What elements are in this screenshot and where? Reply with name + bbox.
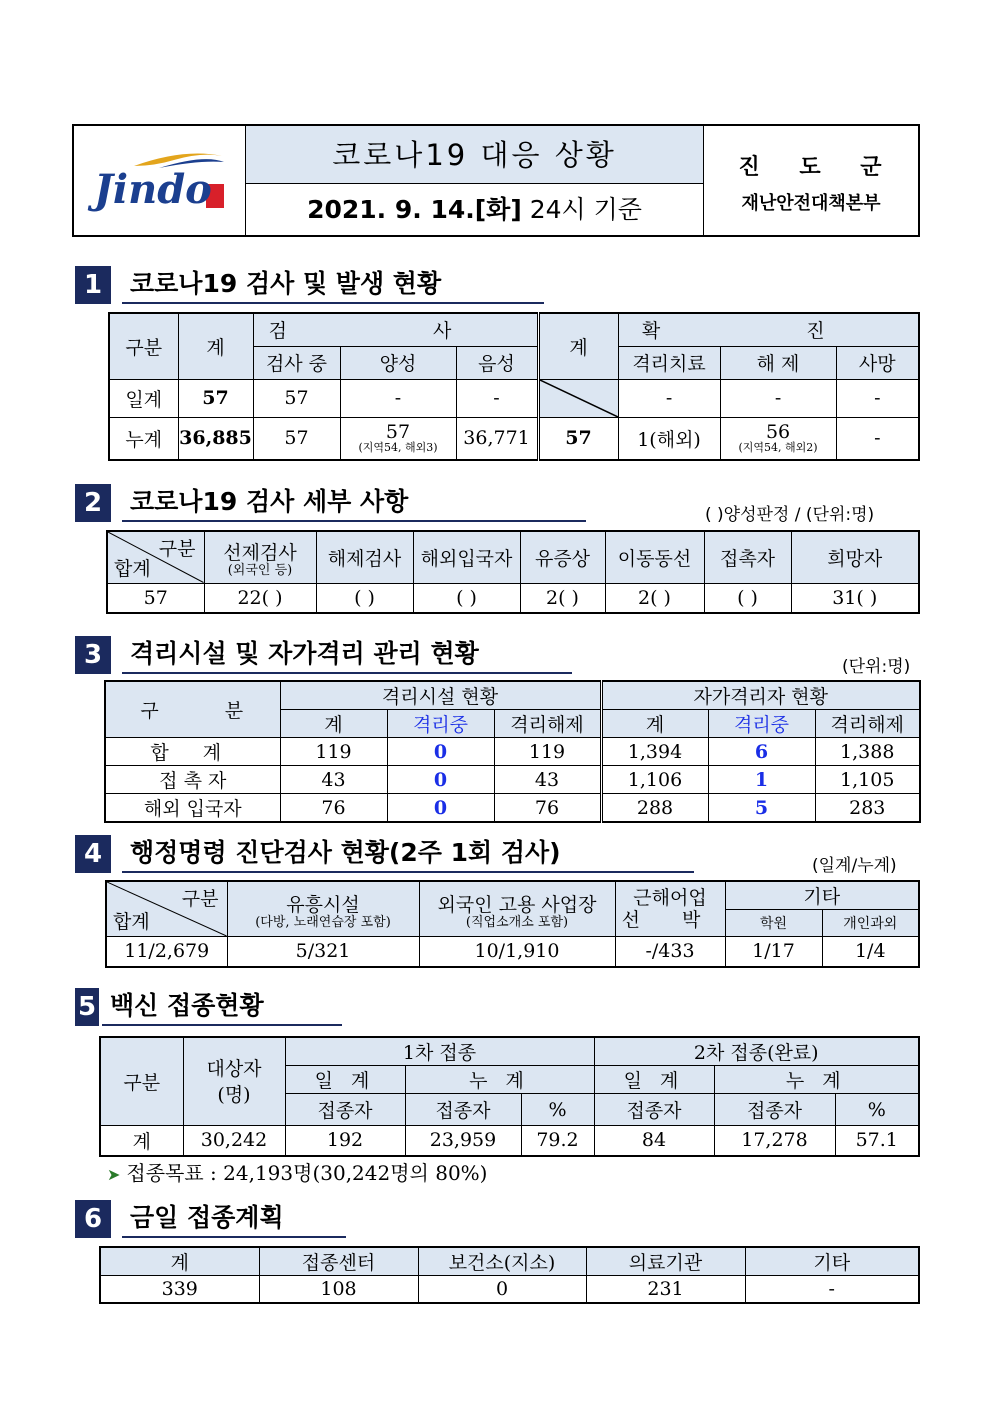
s3-cell: 1,388 [815, 738, 920, 766]
s6-cell: - [745, 1276, 919, 1303]
s5-h-daily: 일 계 [594, 1066, 714, 1094]
s3-cell: 119 [494, 738, 601, 766]
s1-cell-total: 57 [178, 379, 253, 417]
section-3-number: 3 [75, 636, 111, 674]
s3-cell: 6 [708, 738, 815, 766]
s5-h-cum: 누 계 [405, 1066, 594, 1094]
s5-h-vac: 접종자 [405, 1094, 521, 1126]
s3-cell: 288 [601, 794, 708, 823]
report-title: 코로나19 대응 상황 [246, 126, 704, 184]
s1-cell-testing: 57 [253, 417, 340, 460]
s3-row-label: 접 촉 자 [105, 766, 280, 794]
s1-positive-value: 57 [385, 421, 411, 444]
s5-h-first: 1차 접종 [285, 1037, 594, 1066]
s2-h-col [204, 531, 316, 583]
s1-cell-released: - [720, 379, 836, 417]
section-2-number: 2 [75, 484, 111, 522]
s2-table [106, 530, 920, 614]
s2-h-total: 합계 [114, 557, 151, 580]
s1-cell-death: - [836, 417, 919, 460]
s6-h-col: 접종센터 [259, 1247, 418, 1276]
s5-h-pct: % [521, 1094, 594, 1126]
s6-cell: 339 [100, 1276, 259, 1303]
s3-h-sub: 격리해제 [815, 710, 920, 738]
s3-cell: 119 [280, 738, 387, 766]
s4-cell: 5/321 [227, 937, 419, 967]
s6-cell: 0 [418, 1276, 586, 1303]
s5-h-target-unit: (명) [217, 1083, 251, 1106]
s1-cell-isolation: 1(해외) [618, 417, 720, 460]
s2-h-col: 접촉자 [704, 531, 791, 583]
section-5-title: 백신 접종현황 [102, 988, 342, 1026]
s5-cell: 192 [285, 1126, 405, 1156]
s3-cell: 283 [815, 794, 920, 823]
s1-cell-total2: 57 [538, 417, 618, 460]
s5-cell: 23,959 [405, 1126, 521, 1156]
s5-cell: 57.1 [835, 1126, 919, 1156]
s3-cell: 1 [708, 766, 815, 794]
s5-h-vac: 접종자 [285, 1094, 405, 1126]
s4-h-etc: 기타 [725, 881, 919, 910]
jindo-logo [74, 126, 246, 235]
s4-h-total: 합계 [113, 911, 150, 933]
s2-h-col: 해제검사 [316, 531, 413, 583]
s4-h-diag [106, 881, 227, 937]
s4-h-foreign-workplace [419, 881, 615, 937]
s5-h-vac: 접종자 [714, 1094, 835, 1126]
s3-unit-note: (단위:명) [842, 657, 911, 677]
s4-unit-note: (일계/누계) [812, 856, 897, 876]
s1-h-total2: 계 [538, 313, 618, 379]
s3-cell: 76 [280, 794, 387, 823]
s1-h-confirm: 확 진 [618, 313, 919, 346]
s1-h-total: 계 [178, 313, 253, 379]
org-cell [704, 126, 918, 235]
section-2-title: 코로나19 검사 세부 사항 [122, 484, 586, 522]
section-6-title: 금일 접종계획 [122, 1200, 346, 1238]
table-row [109, 417, 919, 460]
s3-cell: 5 [708, 794, 815, 823]
s3-cell: 1,394 [601, 738, 708, 766]
s3-h-sub: 계 [601, 710, 708, 738]
s3-table [104, 680, 921, 823]
s3-row-label: 해외 입국자 [105, 794, 280, 823]
s5-cell: 계 [100, 1126, 183, 1156]
s1-h-gubun: 구분 [109, 313, 178, 379]
s3-h-sub: 격리중 [708, 710, 815, 738]
s4-h-c2: 외국인 고용 사업장 [437, 893, 597, 916]
s5-h-vac: 접종자 [594, 1094, 714, 1126]
table-row [105, 738, 920, 766]
s4-h-tutoring: 개인과외 [822, 910, 919, 937]
s1-cell-death: - [836, 379, 919, 417]
section-6-number: 6 [75, 1200, 111, 1238]
table-row [109, 379, 919, 417]
s2-h-col: 이동동선 [605, 531, 704, 583]
s5-h-gubun: 구분 [100, 1037, 183, 1126]
table-row [105, 794, 920, 823]
s6-h-col: 의료기관 [586, 1247, 745, 1276]
section-4-title: 행정명령 진단검사 현황(2주 1회 검사) [122, 835, 694, 873]
s4-h-academy: 학원 [725, 910, 822, 937]
s3-cell: 0 [387, 738, 494, 766]
arrow-bullet-icon: ➤ [107, 1165, 121, 1184]
s4-table [105, 880, 920, 968]
s2-h-gubun: 구분 [158, 538, 196, 560]
s4-h-c3a: 근해어업 [633, 887, 707, 909]
s2-h-col-0: 선제검사 [223, 541, 297, 564]
section-3-title: 격리시설 및 자가격리 관리 현황 [122, 636, 572, 674]
s2-h-col-0-note: (외국인 등) [227, 562, 293, 578]
s2-h-col: 해외입국자 [413, 531, 520, 583]
s3-cell: 1,105 [815, 766, 920, 794]
org-sub: 재난안전대책본부 [741, 193, 881, 214]
s1-cell-total: 36,885 [178, 417, 253, 460]
s6-cell: 231 [586, 1276, 745, 1303]
s2-cell: 57 [107, 583, 204, 613]
s1-released-value: 56 [765, 421, 791, 444]
s6-cell: 108 [259, 1276, 418, 1303]
s5-cell: 17,278 [714, 1126, 835, 1156]
table-row [105, 766, 920, 794]
s2-cell: ( ) [704, 583, 791, 613]
s2-unit-note: ( )양성판정 / (단위:명) [705, 505, 875, 525]
s5-h-target [183, 1037, 285, 1126]
s5-h-daily: 일 계 [285, 1066, 405, 1094]
s2-cell: ( ) [316, 583, 413, 613]
s5-h-target-label: 대상자 [206, 1057, 262, 1080]
s2-cell: 2( ) [520, 583, 605, 613]
s1-cell-released [720, 417, 836, 460]
report-header [72, 124, 920, 237]
s6-h-col: 보건소(지소) [418, 1247, 586, 1276]
s4-h-c2-note: (직업소개소 포함) [465, 914, 569, 930]
s3-h-self: 자가격리자 현황 [601, 681, 920, 710]
s4-cell: 1/4 [822, 937, 919, 967]
s5-goal-text: 접종목표 : 24,193명(30,242명의 80%) [126, 1161, 488, 1185]
s4-cell: 1/17 [725, 937, 822, 967]
s5-goal [107, 1157, 487, 1186]
table-row [107, 583, 919, 613]
section-4-number: 4 [75, 835, 111, 873]
s2-h-col: 유증상 [520, 531, 605, 583]
section-5-number: 5 [75, 988, 99, 1026]
section-1-number: 1 [75, 266, 111, 304]
table-row [100, 1276, 919, 1303]
s4-h-c1: 유흥시설 [286, 893, 360, 916]
s3-h-gubun: 구 분 [105, 681, 280, 738]
s1-table [108, 312, 920, 461]
s3-cell: 43 [494, 766, 601, 794]
s4-h-c1-note: (다방, 노래연습장 포함) [255, 914, 391, 930]
s1-cell-isolation: - [618, 379, 720, 417]
s3-h-sub: 격리해제 [494, 710, 601, 738]
logo-text: Jindo [94, 166, 212, 213]
report-date-main: 2021. 9. 14.[화] [307, 195, 522, 224]
s1-cell-empty-diag [538, 379, 618, 417]
s4-h-c3b: 선 박 [621, 909, 719, 931]
s1-cell-negative: 36,771 [456, 417, 538, 460]
s6-table [99, 1246, 920, 1304]
s2-cell: ( ) [413, 583, 520, 613]
s3-h-sub: 격리중 [387, 710, 494, 738]
s1-h-released: 해 제 [720, 346, 836, 379]
s2-h-diag [107, 531, 204, 583]
s3-cell: 0 [387, 766, 494, 794]
s1-h-test: 검 사 [253, 313, 538, 346]
s4-h-fishing [615, 881, 725, 937]
s3-cell: 76 [494, 794, 601, 823]
table-row [100, 1126, 919, 1156]
s5-h-second: 2차 접종(완료) [594, 1037, 919, 1066]
s2-cell: 2( ) [605, 583, 704, 613]
s4-h-gubun: 구분 [181, 888, 219, 910]
s1-h-testing: 검사 중 [253, 346, 340, 379]
s1-h-isolation: 격리치료 [618, 346, 720, 379]
report-date-time: 24시 기준 [521, 195, 642, 224]
s1-cell-positive [340, 417, 456, 460]
s3-cell: 43 [280, 766, 387, 794]
table-row [106, 937, 919, 967]
s2-cell: 22( ) [204, 583, 316, 613]
s4-cell: 10/1,910 [419, 937, 615, 967]
s4-cell: 11/2,679 [106, 937, 227, 967]
s6-h-col: 기타 [745, 1247, 919, 1276]
s3-cell: 1,106 [601, 766, 708, 794]
s1-h-death: 사망 [836, 346, 919, 379]
s1-h-negative: 음성 [456, 346, 538, 379]
s5-table [99, 1036, 920, 1157]
s5-h-cum: 누 계 [714, 1066, 919, 1094]
s5-cell: 79.2 [521, 1126, 594, 1156]
s4-cell: -/433 [615, 937, 725, 967]
section-1-title: 코로나19 검사 및 발생 현황 [122, 266, 544, 304]
s1-positive-note: (지역54, 해외3) [358, 441, 438, 455]
s2-h-col: 희망자 [791, 531, 919, 583]
report-date [246, 184, 704, 235]
s1-cell-positive: - [340, 379, 456, 417]
s1-cell-testing: 57 [253, 379, 340, 417]
s1-row-label: 누계 [109, 417, 178, 460]
s3-row-label: 합 계 [105, 738, 280, 766]
s5-h-pct: % [835, 1094, 919, 1126]
s5-cell: 84 [594, 1126, 714, 1156]
s1-h-positive: 양성 [340, 346, 456, 379]
s6-h-col: 계 [100, 1247, 259, 1276]
s1-cell-negative: - [456, 379, 538, 417]
s1-released-note: (지역54, 해외2) [738, 441, 818, 455]
s3-h-sub: 계 [280, 710, 387, 738]
s3-cell: 0 [387, 794, 494, 823]
org-name: 진 도 군 [738, 155, 898, 180]
s5-cell: 30,242 [183, 1126, 285, 1156]
s3-h-facility: 격리시설 현황 [280, 681, 601, 710]
s2-cell: 31( ) [791, 583, 919, 613]
s4-h-entertainment [227, 881, 419, 937]
s1-row-label: 일계 [109, 379, 178, 417]
